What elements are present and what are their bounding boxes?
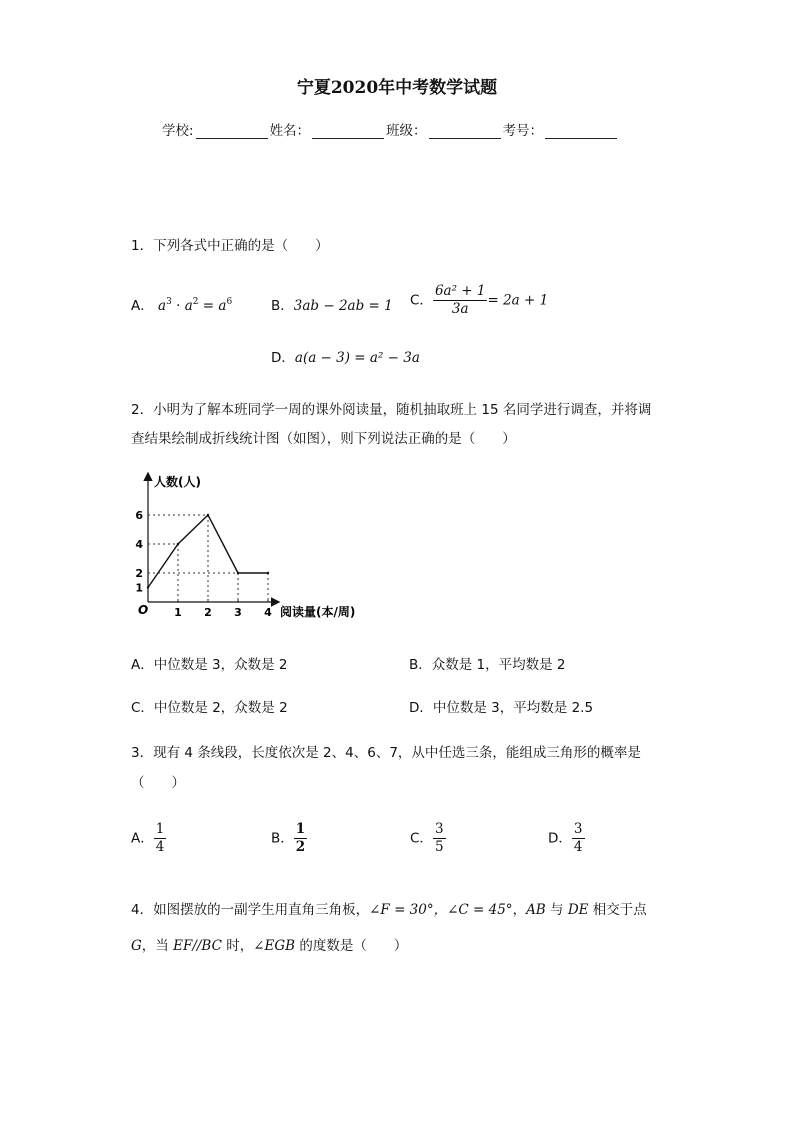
q3-option-a: A． $\frac{1}{4}$ — [131, 821, 165, 855]
x-tick-label: 4 — [264, 606, 272, 619]
q4-stem-line1: 4．如图摆放的一副学生用直角三角板，∠F = 30°，∠C = 45°，AB 与 DE 相交于点 — [131, 902, 647, 918]
x-tick-label: 3 — [234, 606, 242, 619]
q3-option-c: C． $\frac{3}{5}$ — [410, 821, 444, 855]
q3-stem-line1: 3．现有 4 条线段，长度依次是 2、4、6、7，从中任选三条，能组成三角形的概率是 — [131, 745, 641, 761]
reading-line-chart — [128, 468, 368, 628]
q2-option-d: D．中位数是 3，平均数是 2.5 — [409, 700, 594, 716]
data-point — [267, 572, 269, 574]
q1-option-d-expr: a(a − 3) = a² − 3a — [294, 350, 420, 366]
data-point — [177, 543, 179, 545]
q4-stem-line2: G，当 EF//BC 时，∠EGB 的度数是（ ） — [131, 938, 408, 954]
page-title: 宁夏2020年中考数学试题 — [296, 78, 498, 98]
class-label: 班级： — [386, 123, 427, 139]
class-blank[interactable] — [429, 124, 501, 139]
name-blank[interactable] — [312, 124, 384, 139]
q1-option-a: A． $a^3 \cdot a^2 = a^6$ — [131, 297, 233, 314]
y-tick-label: 1 — [135, 581, 143, 595]
y-tick-label: 6 — [135, 509, 143, 522]
q2-stem-line1: 2．小明为了解本班同学一周的课外阅读量，随机抽取班上 15 名同学进行调查，并将调 — [131, 402, 652, 418]
q1-option-c-fraction: $\frac{\text{6a² + 1}}{3a}$ — [434, 283, 486, 317]
exam-no-label: 考号： — [502, 123, 544, 139]
q2-stem-line2: 查结果绘制成折线统计图（如图），则下列说法正确的是（ ） — [131, 431, 516, 447]
x-axis-label: 阅读量(本/周) — [280, 605, 356, 619]
q1-option-a-expr: $a^3 \cdot a^2 = a^6$ — [158, 297, 233, 314]
q3-option-b: B． $\frac{1}{2}$ — [271, 821, 306, 855]
name-label: 姓名： — [269, 123, 311, 139]
q3-option-c-fraction: $\frac{3}{5}$ — [434, 821, 444, 855]
q3-option-d-fraction: $\frac{3}{4}$ — [573, 821, 583, 855]
q2-option-c: C．中位数是 2，众数是 2 — [131, 700, 288, 716]
y-tick-label: 4 — [135, 538, 143, 551]
q1-option-b-expr: 3ab − 2ab = 1 — [293, 298, 393, 314]
y-axis-label: 人数(人) — [154, 475, 201, 489]
q3-option-d: D． $\frac{3}{4}$ — [548, 821, 583, 855]
y-tick-label: 2 — [135, 567, 143, 580]
q3-option-a-fraction: $\frac{1}{4}$ — [155, 821, 165, 855]
q1-option-b: B．3ab − 2ab = 1 — [271, 298, 393, 314]
exam-no-blank[interactable] — [545, 124, 617, 139]
origin-label: O — [138, 603, 149, 617]
q2-option-a: A．中位数是 3，众数是 2 — [131, 657, 288, 673]
q3-stem-line2: （ ） — [131, 775, 185, 791]
x-tick-label: 1 — [174, 606, 182, 619]
q1-option-c: C． $\frac{\text{6a² + 1}}{3a}$ = 2a + 1 — [410, 283, 549, 317]
q1-stem: 1．下列各式中正确的是（ ） — [131, 238, 329, 254]
data-point — [207, 514, 209, 516]
q1-option-d: D．a(a − 3) = a² − 3a — [271, 350, 420, 366]
school-label: 学校: — [162, 123, 194, 139]
student-info-line — [162, 119, 619, 139]
data-point — [237, 572, 239, 574]
q2-option-b: B．众数是 1，平均数是 2 — [409, 657, 566, 673]
data-point — [147, 586, 149, 588]
school-blank[interactable] — [196, 124, 268, 139]
x-tick-label: 2 — [204, 606, 212, 619]
q3-option-b-fraction: $\frac{1}{2}$ — [295, 821, 306, 855]
